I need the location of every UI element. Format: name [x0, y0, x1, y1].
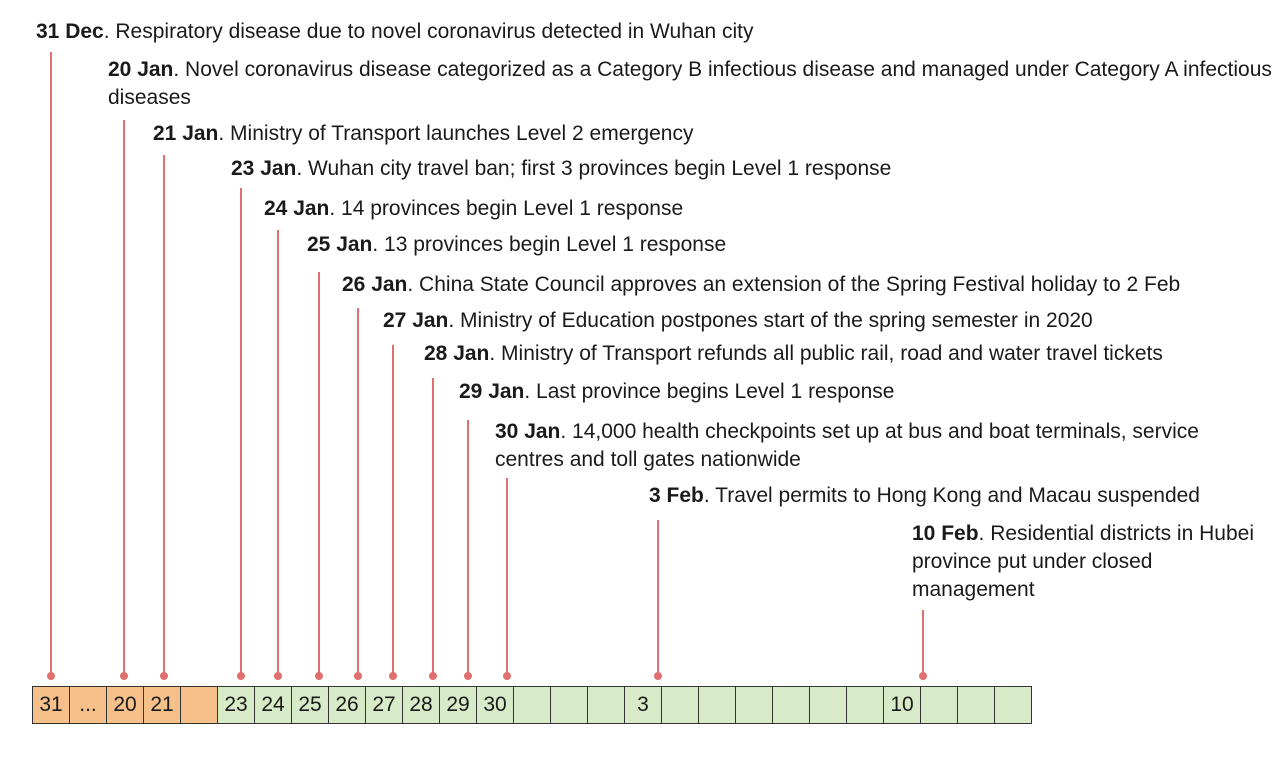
timeline-bar [32, 686, 1032, 724]
leader-31-dec [50, 52, 52, 676]
timeline-cell [773, 687, 810, 723]
leader-24-jan [277, 230, 279, 676]
event-date: 3 Feb [649, 484, 704, 507]
event-26-jan [342, 271, 1280, 299]
event-text: . 13 provinces begin Level 1 response [372, 233, 727, 256]
event-date: 20 Jan [108, 58, 174, 81]
event-25-jan [307, 231, 1267, 259]
event-text: . 14 provinces begin Level 1 response [329, 197, 684, 220]
timeline-cell: 26 [329, 687, 366, 723]
event-text: . Respiratory disease due to novel coronavirus detected in Wuhan city [103, 20, 754, 43]
timeline-cell [958, 687, 995, 723]
timeline-cell: 27 [366, 687, 403, 723]
leader-23-jan [240, 188, 242, 676]
leader-30-jan [506, 478, 508, 676]
leader-28-jan [432, 378, 434, 676]
event-date: 28 Jan [424, 342, 490, 365]
event-text: . Ministry of Transport refunds all public rail, road and water travel tickets [489, 342, 1163, 365]
event-text: . Ministry of Education postpones start of the spring semester in 2020 [448, 309, 1093, 332]
leader-21-jan [163, 155, 165, 676]
timeline-cell [514, 687, 551, 723]
event-3-feb [649, 482, 1269, 510]
event-20-jan [108, 56, 1273, 112]
event-text: . Wuhan city travel ban; first 3 provinces begin Level 1 response [296, 157, 892, 180]
timeline-cell [810, 687, 847, 723]
leader-25-jan [318, 272, 320, 676]
timeline-cell [736, 687, 773, 723]
timeline-cell: 23 [218, 687, 255, 723]
event-date: 23 Jan [231, 157, 297, 180]
event-date: 10 Feb [912, 522, 979, 545]
leader-10-feb [922, 610, 924, 676]
timeline-cell [921, 687, 958, 723]
leader-26-jan [357, 308, 359, 676]
timeline-cell: 29 [440, 687, 477, 723]
event-text: . China State Council approves an extension of the Spring Festival holiday to 2 Feb [407, 273, 1181, 296]
event-30-jan [495, 418, 1215, 474]
event-date: 24 Jan [264, 197, 330, 220]
timeline-cell: 30 [477, 687, 514, 723]
event-text: . Novel coronavirus disease categorized as a Category B infectious disease and managed under Category A infectious diseases [108, 58, 1272, 109]
event-29-jan [459, 378, 1259, 406]
leader-29-jan [467, 420, 469, 676]
timeline-cell [847, 687, 884, 723]
timeline-cell: 25 [292, 687, 329, 723]
leader-27-jan [392, 345, 394, 676]
event-21-jan [153, 120, 1253, 148]
timeline-cell [181, 687, 218, 723]
event-27-jan [383, 307, 1263, 335]
timeline-cell [995, 687, 1032, 723]
event-date: 30 Jan [495, 420, 561, 443]
event-31-dec [36, 18, 1256, 46]
timeline-cell [662, 687, 699, 723]
event-24-jan [264, 195, 1264, 223]
leader-20-jan [123, 120, 125, 676]
timeline-cell: 24 [255, 687, 292, 723]
timeline-cell: ... [70, 687, 107, 723]
event-date: 25 Jan [307, 233, 373, 256]
timeline-cell: 10 [884, 687, 921, 723]
timeline-cell: 3 [625, 687, 662, 723]
event-date: 26 Jan [342, 273, 408, 296]
timeline-cell [588, 687, 625, 723]
event-10-feb [912, 520, 1262, 604]
leader-3-feb [657, 520, 659, 676]
event-text: . Residential districts in Hubei province put under closed management [912, 522, 1254, 601]
event-date: 29 Jan [459, 380, 525, 403]
event-date: 21 Jan [153, 122, 219, 145]
event-date: 31 Dec [36, 20, 104, 43]
event-text: . 14,000 health checkpoints set up at bus and boat terminals, service centres and toll gates nationwide [495, 420, 1199, 471]
timeline-cell: 31 [33, 687, 70, 723]
timeline-cell [699, 687, 736, 723]
timeline-cell: 21 [144, 687, 181, 723]
timeline-cell: 28 [403, 687, 440, 723]
event-28-jan [424, 340, 1274, 368]
event-date: 27 Jan [383, 309, 449, 332]
timeline-cell: 20 [107, 687, 144, 723]
timeline-cell [551, 687, 588, 723]
event-text: . Last province begins Level 1 response [524, 380, 895, 403]
event-text: . Travel permits to Hong Kong and Macau suspended [703, 484, 1200, 507]
event-23-jan [231, 155, 1261, 183]
event-text: . Ministry of Transport launches Level 2 emergency [218, 122, 694, 145]
